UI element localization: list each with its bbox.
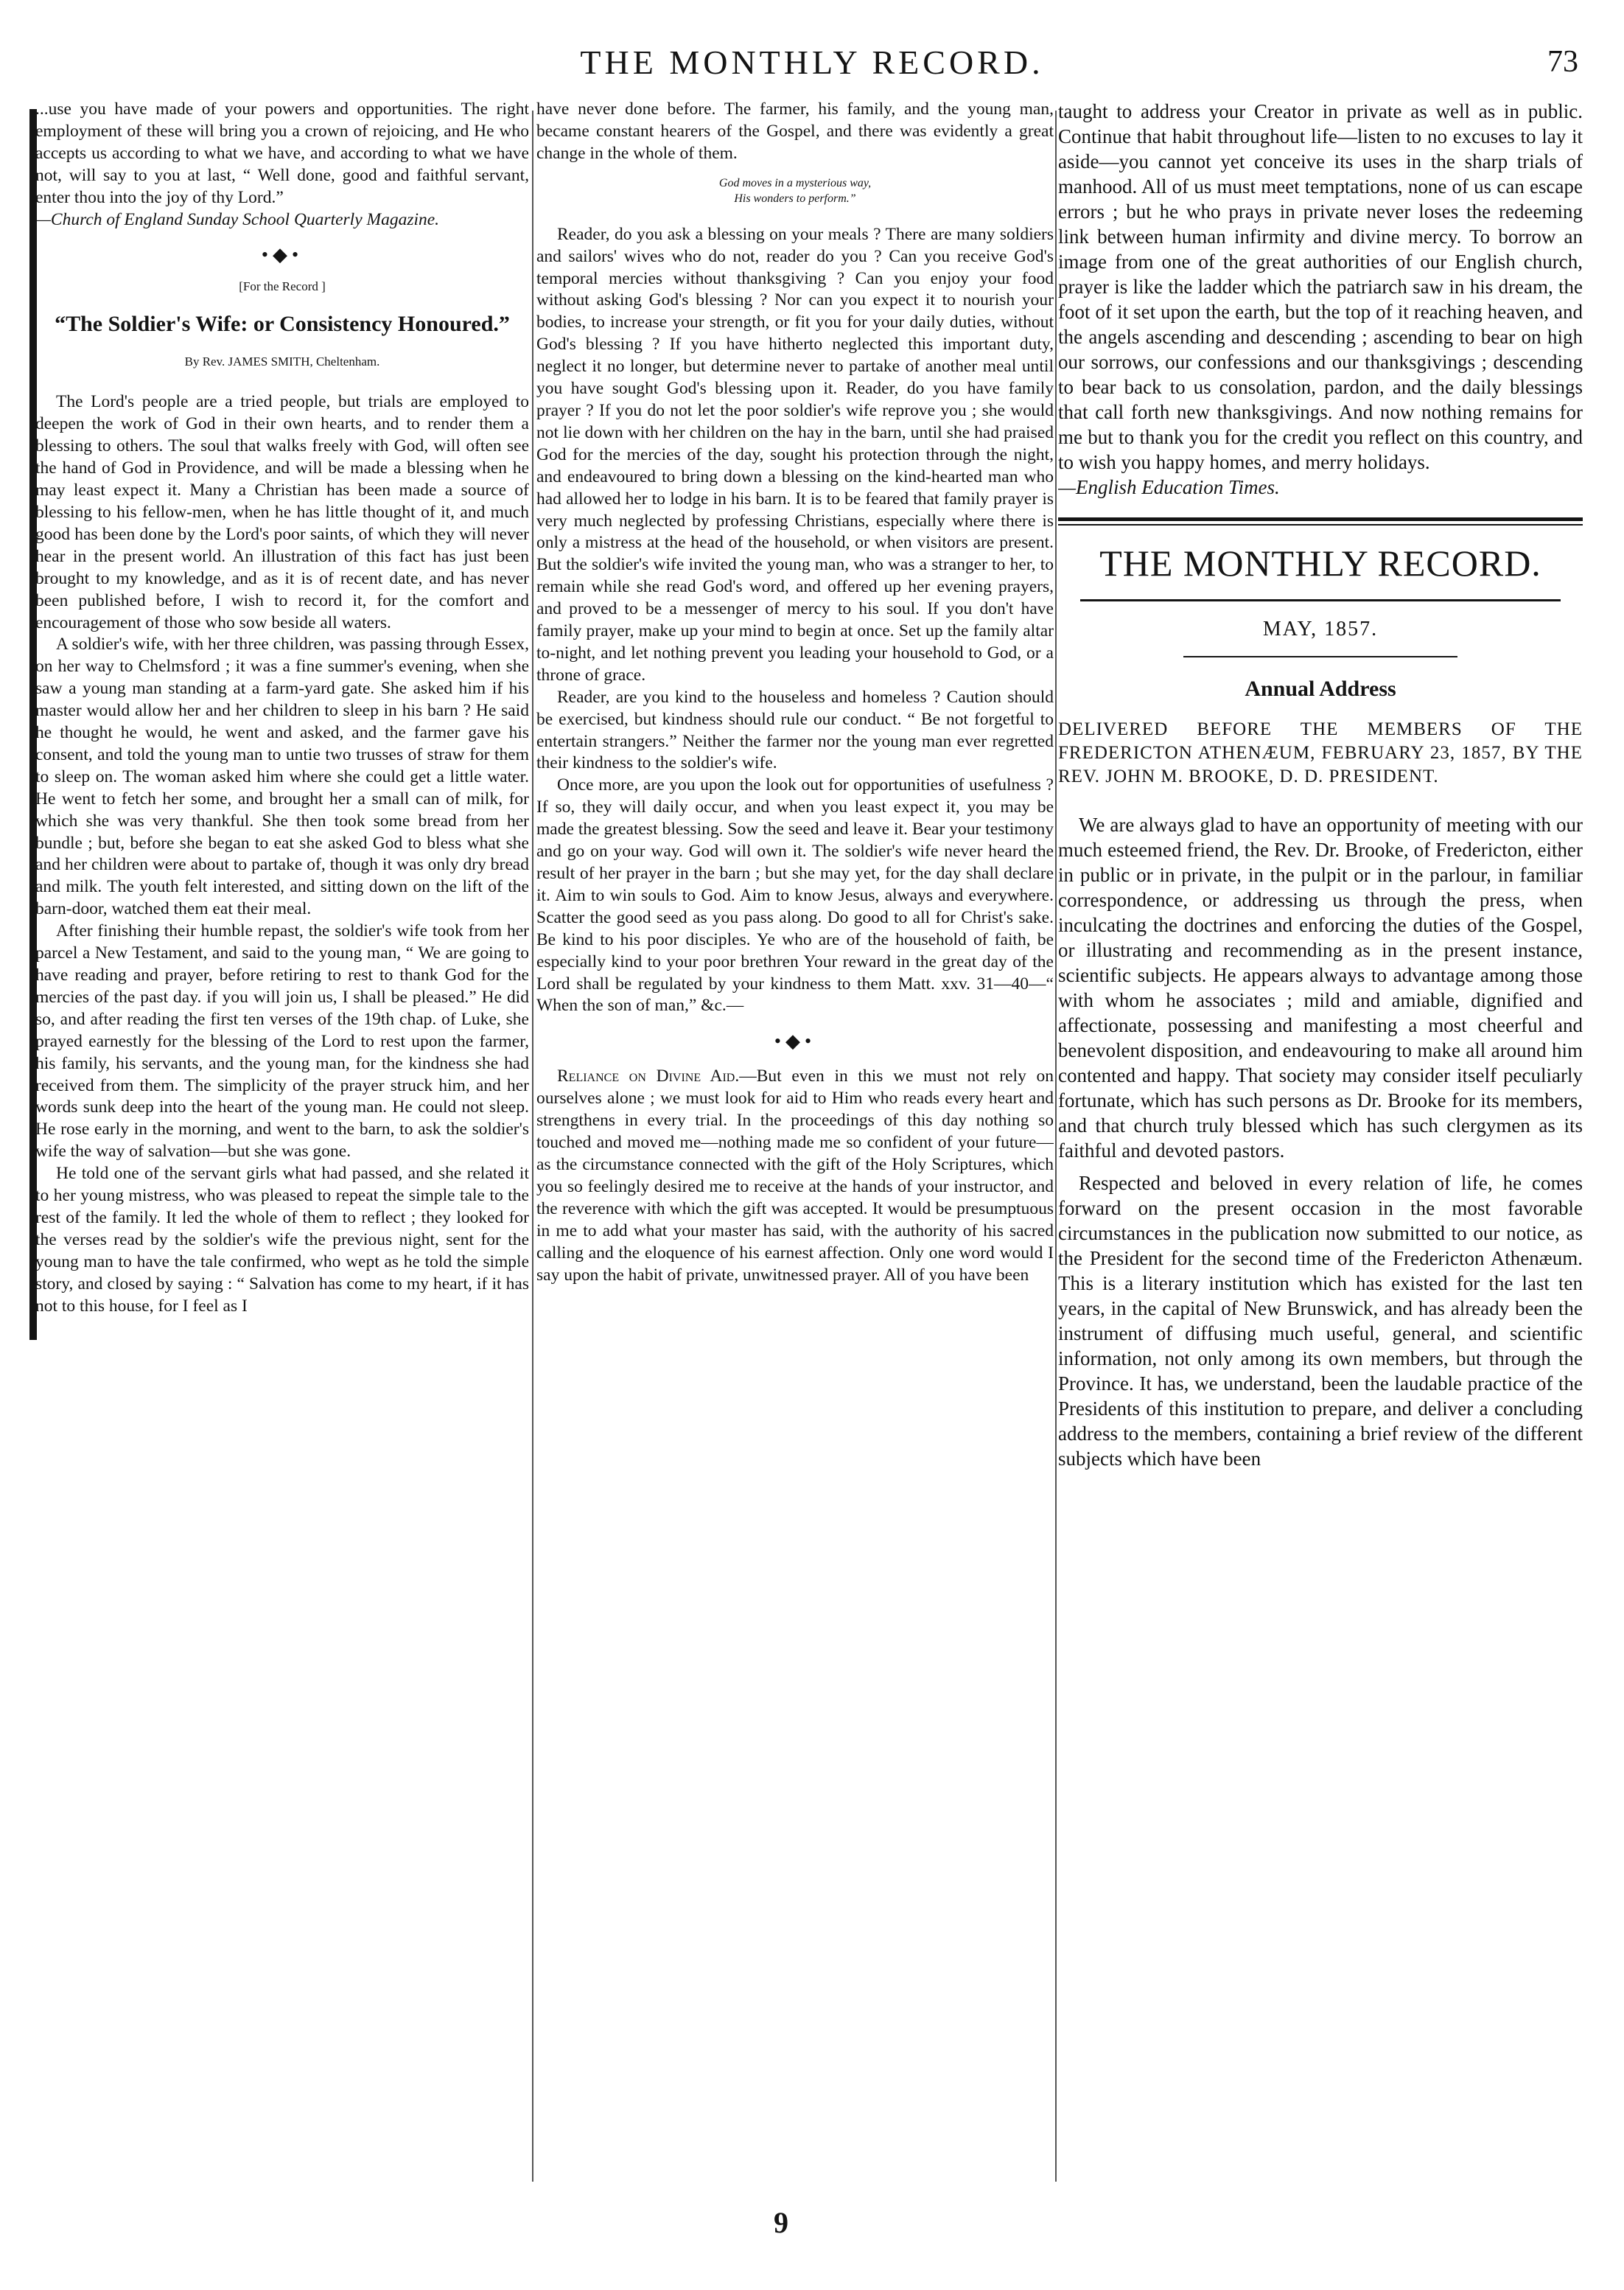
signature-mark: 9: [774, 2206, 788, 2239]
paragraph: Once more, are you upon the look out for opportunities of usefulness ? If so, they will daily occur, and when you least expect it, you may be made the greatest blessing. Sow the seed and leave it. Bear your testimony and go on your way. God will own it. The soldier's wife never heard the result of her prayer in the barn ; but she may yet, for the day shall declare it. Aim to win souls to God. Aim to know Jesus, always and everywhere. Scatter the good seed as you pass along. Do good to all for Christ's sake. Be kind to his poor disciples. Ye who are of the household of faith, be especially kind to your poor brethren Your reward in the great day of the Lord shall be regulated by your kindness to them Matt. xxv. 31—40—“ When the son of man,” &c.—: [536, 775, 1054, 1016]
source-attribution: —English Education Times.: [1058, 476, 1280, 498]
paragraph: After finishing their humble repast, the soldier's wife took from her parcel a New Testament, and said to the young man, “ We are going to have reading and prayer, before retiring to rest to thank God for the mercies of the past day. if you will join us, I shall be pleased.” He did so, and after reading the first ten verses of the 19th chap. of Luke, she prayed earnestly for the blessing of the Lord to rest upon the farmer, his family, his servants, and the young man, for the kindness she had received from them. The simplicity of the prayer struck him, and her words sunk deep into the heart of the young man. He could not sleep. He rose early in the morning, and went to the barn, to ask the soldier's wife the way of salvation—but she was gone.: [35, 921, 529, 1162]
column-right: [1058, 99, 1583, 2207]
verse-quote: [536, 175, 1054, 206]
paragraph: ...use you have made of your powers and opportunities. The right employment of these will bring you a crown of rejoicing, and He who accepts us according to what we have, and according to what we have not, will say to you at last, “ Well done, good and faithful servant, enter thou into the joy of thy Lord.”: [35, 100, 529, 207]
issue-date: MAY, 1857.: [1262, 618, 1379, 640]
section-rule: [1058, 517, 1583, 521]
source-attribution: —Church of England Sunday School Quarterly Magazine.: [35, 209, 440, 229]
verse-line: His wonders to perform.”: [734, 192, 856, 205]
paragraph: taught to address your Creator in private as well as in public. Continue that habit throughout life—listen to no excuses to lay it aside—you cannot yet conceive its uses in the sharp trials of manhood. All of us must meet temptations, none of us can escape errors ; but he who prays in private never loses the redeeming link between human infirmity and divine mercy. To borrow an image from one of the great authorities of our English church, prayer is like the ladder which the patriarch saw in his dream, the foot of it set upon the earth, but the top of it reaching heaven, and the angels ascending and descending ; ascending to bear on high our sorrows, our confessions and our thanksgivings ; descending to bear back to us consolation, pardon, and the daily blessings that call forth new thanksgivings. And now nothing remains for me but to thank you for the credit you reflect on this country, and to wish you happy homes, and merry holidays.: [1058, 100, 1583, 473]
running-title: THE MONTHLY RECORD.: [580, 43, 1044, 81]
column-divider: [532, 111, 533, 2182]
ornament-divider: •◆•: [774, 1030, 816, 1053]
verse-line: God moves in a mysterious way,: [718, 176, 872, 189]
masthead: THE MONTHLY RECORD.: [1099, 542, 1541, 584]
paragraph: He told one of the servant girls what had passed, and she related it to her young mistress, who was pleased to repeat the simple tale to the rest of the family. It led the whole of them to reflect ; they looked for the verses read by the soldier's wife the previous night, sent for the young man to have the tale confirmed, who wept as he told the simple story, and closed by saying : “ Salvation has come to my heart, if it has not to this house, for I feel as I: [35, 1164, 529, 1316]
masthead-rule: [1080, 599, 1561, 601]
paragraph: A soldier's wife, with her three children, was passing through Essex, on her way to Chelmsford ; it was a fine summer's evening, when she saw a young man standing at a farm-yard gate. She asked him if his master would allow her and her children to sleep in his barn ? He said he thought he would, he went and asked, and the farmer gave his consent, and told the young man to untie two trusses of straw for them to sleep on. The woman asked him where she could get a little water. He went to fetch her some, and brought her a small can of milk, for which she was very thankful. She then took some bread from her bundle ; but, before she began to eat she asked God to bless what she and her children were about to partake of, though it was only dry bread and milk. The youth felt interested, and sitting down on the lift of the barn-door, watched them eat their meal.: [35, 635, 529, 919]
paragraph: The Lord's people are a tried people, but trials are employed to deepen the work of God in their own hearts, and to render them a blessing to others. The soul that walks freely with God, will often see the hand of God in Providence, and will be made a blessing when he may least expect it. Many a Christian has been made a source of blessing to his fellow-men, when he has little thought of it, and much good has been done by the Lord's poor saints, of which they will never hear in the present world. An illustration of this fact has just been brought to my knowledge, and as it is of recent date, and has never been published before, I wish to record it, for the comfort and encouragement of those who sow beside all waters.: [35, 392, 529, 632]
ornament-divider: •◆•: [261, 244, 304, 266]
paragraph: Reader, do you ask a blessing on your meals ? There are many soldiers and sailors' wives who do not, reader do you ? Can you receive God's temporal mercies without thanksgiving ? Can you enjoy your food without asking God's blessing ? Nor can you expect it to nourish your bodies, to increase your strength, or fit you for your daily duties, without God's blessing ? If you have hitherto neglected this important duty, neglect it no longer, but determine never to partake of another meal until you have sought God's blessing upon it. Reader, do you have family prayer ? If you do not let the poor soldier's wife reprove you ; she would not lie down with her children on the hay in the barn, until she had praised God for the mercies of the day, sought his protection through the night, and endeavoured to bring down a blessing on the kind-hearted man who had allowed her to lodge in his barn. It is to be feared that family prayer is very much neglected by professing Christians, especially where there is only a mistress at the head of the household, or when visitors are present. But the soldier's wife invited the young man, who was a stranger to her, to remain while she read God's word, and offered up her evening prayers, and proved to be a messenger of mercy to his soul. If you don't have family prayer, make up your mind to begin at once. Set up the family altar to-night, and let nothing prevent you leading your household to God, or a throne of grace.: [536, 224, 1054, 685]
paragraph: Respected and beloved in every relation of life, he comes forward on the present occasion in the most favorable circumstances in the publication now submitted to our notice, as the President for the second time of the Fredericton Athenæum. This is a literary institution which has existed for the last ten years, in the capital of New Brunswick, and has already been the instrument of diffusing much useful, general, and scientific information, not only among its own members, but through the Province. It has, we understand, been the laudable practice of the Presidents of this institution to prepare, and deliver a concluding address to the members, containing a brief review of the different subjects which have been: [1058, 1172, 1583, 1470]
byline: By Rev. JAMES SMITH, Cheltenham.: [184, 355, 380, 369]
column-divider: [1055, 111, 1057, 2182]
page-number: 73: [1547, 45, 1578, 79]
paragraph: We are always glad to have an opportunity of meeting with our much esteemed friend, the Rev. Dr. Brooke, of Fredericton, either in public or in private, in the pulpit or in the parlour, in familiar correspondence, or addressing us through the press, when inculcating the doctrines and enforcing the duties of the Gospel, or illustrating and recommending as in the present instance, scientific subjects. He appears always to advantage among those with whom he associates ; mild and amiable, dignified and affectionate, possessing and manifesting a most cheerful and benevolent disposition, and endeavouring to make all around him contented and happy. That society may consider itself peculiarly fortunate, which has such persons as Dr. Brooke for its members, and that church truly blessed which has such clergymen as its faithful and devoted pastors.: [1058, 814, 1583, 1162]
column-left: [35, 99, 529, 2207]
for-record-note: [For the Record ]: [239, 279, 326, 294]
section-rule: [1058, 524, 1583, 526]
paragraph-body: —But even in this we must not rely on ourselves alone ; we must look for aid to Him who reads every heart and strengthens in every trial. In the proceedings of this day nothing so touched and moved me—nothing made me so confident of your future—as the circumstance connected with the gift of the Holy Scriptures, which you so feelingly desired me to receive at the hands of your instructor, and the reverence with which the gift was accepted. It would be presumptuous in me to add what your master has said, with the authority of his sacred calling and the eloquence of his earnest affection. Only one word would I say upon the habit of private, unwitnessed prayer. All of you have been: [536, 1067, 1054, 1285]
section-subheading: DELIVERED BEFORE THE MEMBERS OF THE FREDERICTON ATHENÆUM, FEBRUARY 23, 1857, BY THE REV. JOHN M. BROOKE, D. D. PRESIDENT.: [1058, 719, 1583, 786]
paragraph: Reader, are you kind to the houseless and homeless ? Caution should be exercised, but kindness should rule our conduct. “ Be not forgetful to entertain strangers.” Neither the farmer nor the young man ever regretted their kindness to the soldier's wife.: [536, 687, 1054, 773]
paragraph: have never done before. The farmer, his family, and the young man, became constant hearers of the Gospel, and there was evidently a great change in the whole of them.: [536, 100, 1054, 163]
column-middle: [536, 99, 1054, 2207]
article-title: “The Soldier's Wife: or Consistency Honoured.”: [55, 312, 510, 337]
run-in-heading: Reliance on Divine Aid.: [557, 1067, 740, 1086]
date-rule: [1183, 656, 1457, 657]
section-heading: Annual Address: [1245, 677, 1396, 701]
paragraph: [536, 1066, 1054, 1286]
